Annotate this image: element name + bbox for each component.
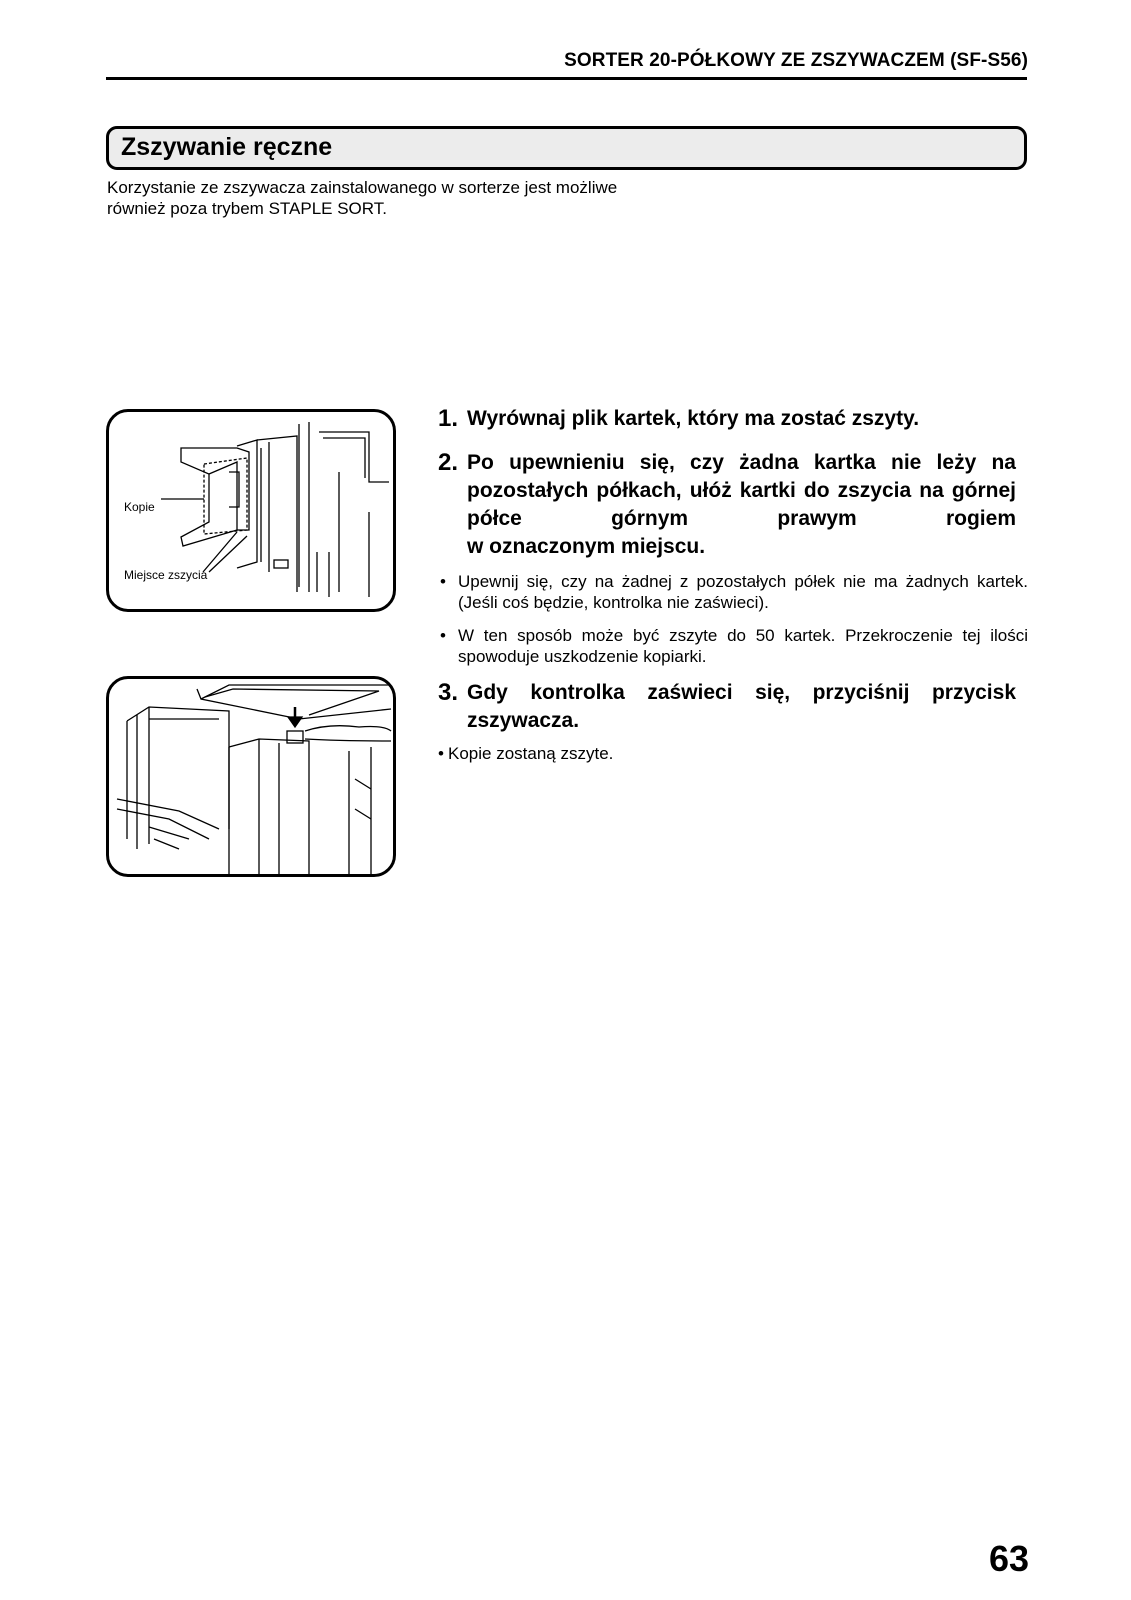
bullet-dot-icon: • (440, 572, 446, 591)
step-1 (438, 405, 1028, 433)
figure-sorter-tray (106, 409, 396, 612)
intro-line-2: również poza trybem STAPLE SORT. (107, 199, 387, 218)
section-heading-box (106, 126, 1027, 170)
running-header: SORTER 20-PÓŁKOWY ZE ZSZYWACZEM (SF-S56) (564, 50, 1028, 71)
bullet-dot-icon: • (440, 626, 446, 645)
header-rule (106, 77, 1027, 80)
note-text: W ten sposób może być zszyte do 50 kartek. Przekroczenie tej ilości spowoduje uszkodzenie kopiarki. (458, 626, 1028, 666)
step-number: 2. (438, 449, 459, 476)
intro-line-1: Korzystanie ze zszywacza zainstalowanego w sorterze jest możliwe (107, 178, 618, 197)
note-item (438, 571, 1028, 613)
note-text: Kopie zostaną zszyte. (448, 744, 614, 763)
step-number: 1. (438, 405, 459, 432)
note-item (438, 625, 1028, 667)
section-title: Zszywanie ręczne (121, 133, 333, 161)
step-text: Gdy kontrolka zaświeci się, przyciśnij przycisk zszywacza. (467, 681, 1016, 732)
instruction-steps (438, 405, 1028, 776)
step-3-notes (438, 743, 1016, 764)
step-2-notes (438, 571, 1028, 667)
page-number: 63 (988, 1538, 1029, 1579)
step-text-continuation: w oznaczonym miejscu. (467, 535, 706, 558)
intro-paragraph (107, 177, 707, 219)
callout-copies: Kopie (124, 500, 155, 514)
figure-staple-button (106, 676, 396, 877)
step-text: Po upewnieniu się, czy żadna kartka nie leży na pozostałych półkach, ułóż kartki do zszycia na górnej półce górnym prawym rogiem (467, 451, 1016, 530)
step-text: Wyrównaj plik kartek, który ma zostać zszyty. (467, 407, 920, 430)
callout-staple-position: Miejsce zszycia (124, 568, 208, 582)
step-2 (438, 449, 1028, 667)
step-3 (438, 679, 1028, 764)
note-item (438, 743, 1016, 764)
staple-button-illustration (109, 679, 393, 874)
step-number: 3. (438, 679, 459, 706)
bullet-dot-icon: • (438, 744, 444, 763)
note-text: Upewnij się, czy na żadnej z pozostałych półek nie ma żadnych kartek. (Jeśli coś będzie, kontrolka nie zaświeci). (458, 572, 1028, 612)
